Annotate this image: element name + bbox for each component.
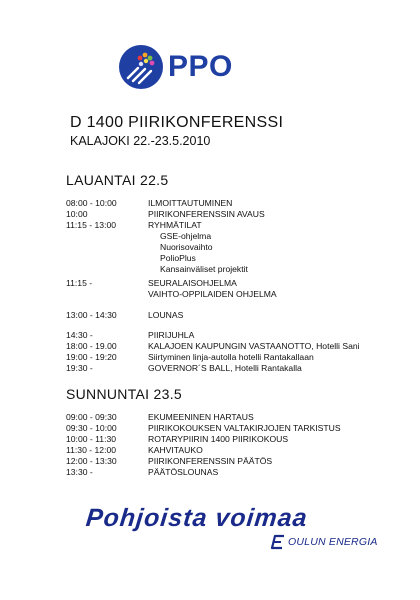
ppo-logo (118, 44, 233, 90)
row-time: 13:00 - 14:30 (66, 310, 117, 320)
energy-e-icon (270, 534, 286, 550)
sponsor-text: OULUN ENERGIA (288, 536, 378, 548)
row-desc: KALAJOEN KAUPUNGIN VASTAANOTTO, Hotelli Sani (148, 341, 360, 351)
row-desc: GSE-ohjelma (160, 231, 212, 241)
slogan: Pohjoista voimaa (84, 504, 310, 532)
row-time: 14:30 - (66, 330, 93, 340)
page-subtitle: KALAJOKI 22.-23.5.2010 (70, 134, 211, 148)
row-time: 09:30 - 10:00 (66, 423, 117, 433)
row-time: 10:00 (66, 209, 88, 219)
day1-heading: LAUANTAI 22.5 (66, 172, 169, 188)
day2-heading: SUNNUNTAI 23.5 (66, 386, 182, 402)
row-desc: ROTARYPIIRIN 1400 PIIRIKOKOUS (148, 434, 289, 444)
row-desc: VAIHTO-OPPILAIDEN OHJELMA (148, 289, 277, 299)
row-desc: PIIRIKONFERENSSIN PÄÄTÖS (148, 456, 273, 466)
row-time: 12:00 - 13:30 (66, 456, 117, 466)
sponsor-logo (270, 534, 378, 550)
row-desc: KAHVITAUKO (148, 445, 203, 455)
row-desc: PIIRIKOKOUKSEN VALTAKIRJOJEN TARKISTUS (148, 423, 341, 433)
row-desc: LOUNAS (148, 310, 184, 320)
row-desc: GOVERNOR´S BALL, Hotelli Rantakalla (148, 363, 302, 373)
row-time: 11:15 - (66, 278, 93, 288)
row-time: 19:00 - 19:20 (66, 352, 117, 362)
row-desc: PolioPlus (160, 253, 196, 263)
row-desc: Kansainväliset projektit (160, 264, 248, 274)
row-desc: PIIRIJUHLA (148, 330, 195, 340)
row-time: 08:00 - 10:00 (66, 198, 117, 208)
row-time: 11:15 - 13:00 (66, 220, 117, 230)
row-time: 19:30 - (66, 363, 93, 373)
row-desc: SEURALAISOHJELMA (148, 278, 237, 288)
row-desc: PIIRIKONFERENSSIN AVAUS (148, 209, 265, 219)
row-desc: PÄÄTÖSLOUNAS (148, 467, 219, 477)
page-title: D 1400 PIIRIKONFERENSSI (70, 114, 284, 131)
row-time: 10:00 - 11:30 (66, 434, 117, 444)
row-desc: Nuorisovaihto (160, 242, 213, 252)
row-desc: EKUMEENINEN HARTAUS (148, 412, 254, 422)
ppo-emblem-icon (118, 44, 164, 90)
row-time: 18:00 - 19.00 (66, 341, 117, 351)
row-time: 13:30 - (66, 467, 93, 477)
row-desc: ILMOITTAUTUMINEN (148, 198, 233, 208)
row-desc: RYHMÄTILAT (148, 220, 202, 230)
row-desc: Siirtyminen linja-autolla hotelli Rantakallaan (148, 352, 314, 362)
row-time: 11:30 - 12:00 (66, 445, 117, 455)
logo-text: PPO (168, 50, 233, 83)
row-time: 09:00 - 09:30 (66, 412, 117, 422)
